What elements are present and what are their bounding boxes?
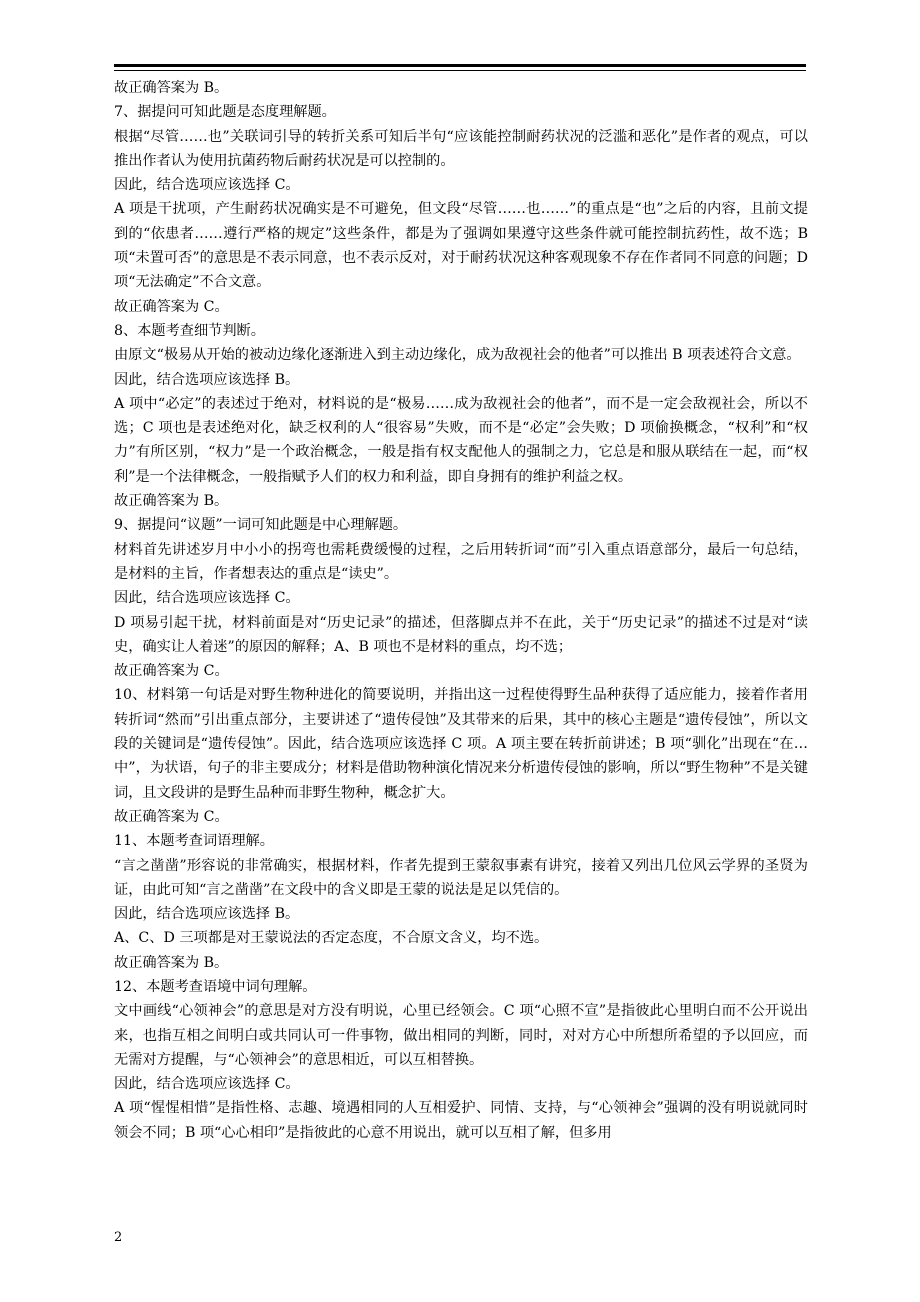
paragraph: 故正确答案为 B。 <box>114 80 229 96</box>
paragraph: 故正确答案为 B。 <box>114 954 229 971</box>
paragraph: “言之凿凿”形容说的非常确实，根据材料，作者先提到王蒙叙事素有讲究，接着又列出几位风云学界的圣贤为证，由此可知“言之凿凿”在文段中的含义即是王蒙的说法是足以凭信的。 <box>114 857 808 898</box>
paragraph: 8、本题考查细节判断。 <box>114 322 265 339</box>
paragraph: 因此，结合选项应该选择 C。 <box>114 590 300 607</box>
paragraph: A 项中“必定”的表述过于绝对，材料说的是“极易……成为敌视社会的他者”，而不是一定会敌视社会，所以不选；C 项也是表述绝对化，缺乏权利的人“很容易”失败，而不是“必定”会失败；D 项偷换概念，“权利”和“权力”有所区别，“权力”是一个政治概念，一般是指有权支配他人的强制之力，它总是和服从联结在一起，而“权利”是一个法律概念，一般指赋予人们的权力和利益，即自身拥有的维护利益之权。 <box>114 395 808 485</box>
paragraph: D 项易引起干扰，材料前面是对“历史记录”的描述，但落脚点并不在此，关于“历史记录”的描述不过是对“读史，确实让人着迷”的原因的解释；A、B 项也不是材料的重点，均不选； <box>114 614 808 655</box>
paragraph: 由原文“极易从开始的被动边缘化逐渐进入到主动边缘化，成为敌视社会的他者”可以推出 B 项表述符合文意。 <box>114 347 801 364</box>
paragraph: 文中画线“心领神会”的意思是对方没有明说，心里已经领会。C 项“心照不宣”是指彼此心里明白而不公开说出来，也指互相之间明白或共同认可一件事物，做出相同的判断，同时，对对方心中所想所希望的予以回应，而无需对方提醒，与“心领神会”的意思相近，可以互相替换。 <box>114 1003 808 1068</box>
paragraph: 因此，结合选项应该选择 C。 <box>114 1076 300 1093</box>
paragraph: 故正确答案为 C。 <box>114 298 229 315</box>
paragraph: 12、本题考查语境中词句理解。 <box>114 978 317 995</box>
paragraph: 因此，结合选项应该选择 C。 <box>114 177 300 194</box>
paragraph: 11、本题考查词语理解。 <box>114 833 274 850</box>
paragraph: 材料首先讲述岁月中小小的拐弯也需耗费缓慢的过程，之后用转折词“而”引入重点语意部分，最后一句总结，是材料的主旨，作者想表达的重点是“读史”。 <box>114 541 808 582</box>
paragraph: A 项“惺惺相惜”是指性格、志趣、境遇相同的人互相爱护、同情、支持，与“心领神会”强调的没有明说就同时领会不同；B 项“心心相印”是指彼此的心意不用说出，就可以互相了解，但多用 <box>114 1100 808 1141</box>
paragraph: 7、据提问可知此题是态度理解题。 <box>114 104 336 121</box>
paragraph: 因此，结合选项应该选择 B。 <box>114 371 300 388</box>
header-rule-thin <box>114 70 806 71</box>
paragraph: 故正确答案为 B。 <box>114 493 229 510</box>
paragraph: A、C、D 三项都是对王蒙说法的否定态度，不合原文含义，均不选。 <box>114 930 549 947</box>
paragraph: 9、据提问“议题”一词可知此题是中心理解题。 <box>114 517 408 534</box>
header-rule-thick <box>114 64 806 67</box>
paragraph: A 项是干扰项，产生耐药状况确实是不可避免，但文段“尽管……也……”的重点是“也”之后的内容，且前文提到的“依患者……遵行严格的规定”这些条件，都是为了强调如果遵守这些条件就可能控制抗药性，故不选；B 项“未置可否”的意思是不表示同意，也不表示反对，对于耐药状况这种客观现象不存在作者同不同意的问题；D 项“无法确定”不合文意。 <box>114 201 808 291</box>
paragraph: 因此，结合选项应该选择 B。 <box>114 906 300 923</box>
paragraph: 故正确答案为 C。 <box>114 808 229 825</box>
paragraph: 故正确答案为 C。 <box>114 663 229 680</box>
document-body <box>114 76 808 1145</box>
paragraph: 10、材料第一句话是对野生物种进化的简要说明，并指出这一过程使得野生品种获得了适应能力，接着作者用转折词“然而”引出重点部分，主要讲述了“遗传侵蚀”及其带来的后果，其中的核心主题是“遗传侵蚀”，所以文段的关键词是“遗传侵蚀”。因此，结合选项应该选择 C 项。A 项主要在转折前讲述；B 项“驯化”出现在“在…中”，为状语，句子的非主要成分；材料是借助物种演化情况来分析遗传侵蚀的影响，所以“野生物种”不是关键词，且文段讲的是野生品种而非野生物种，概念扩大。 <box>114 687 808 801</box>
paragraph: 根据“尽管……也”关联词引导的转折关系可知后半句“应该能控制耐药状况的泛滥和恶化”是作者的观点，可以推出作者认为使用抗菌药物后耐药状况是可以控制的。 <box>114 128 808 169</box>
page-number: 2 <box>114 1230 123 1245</box>
